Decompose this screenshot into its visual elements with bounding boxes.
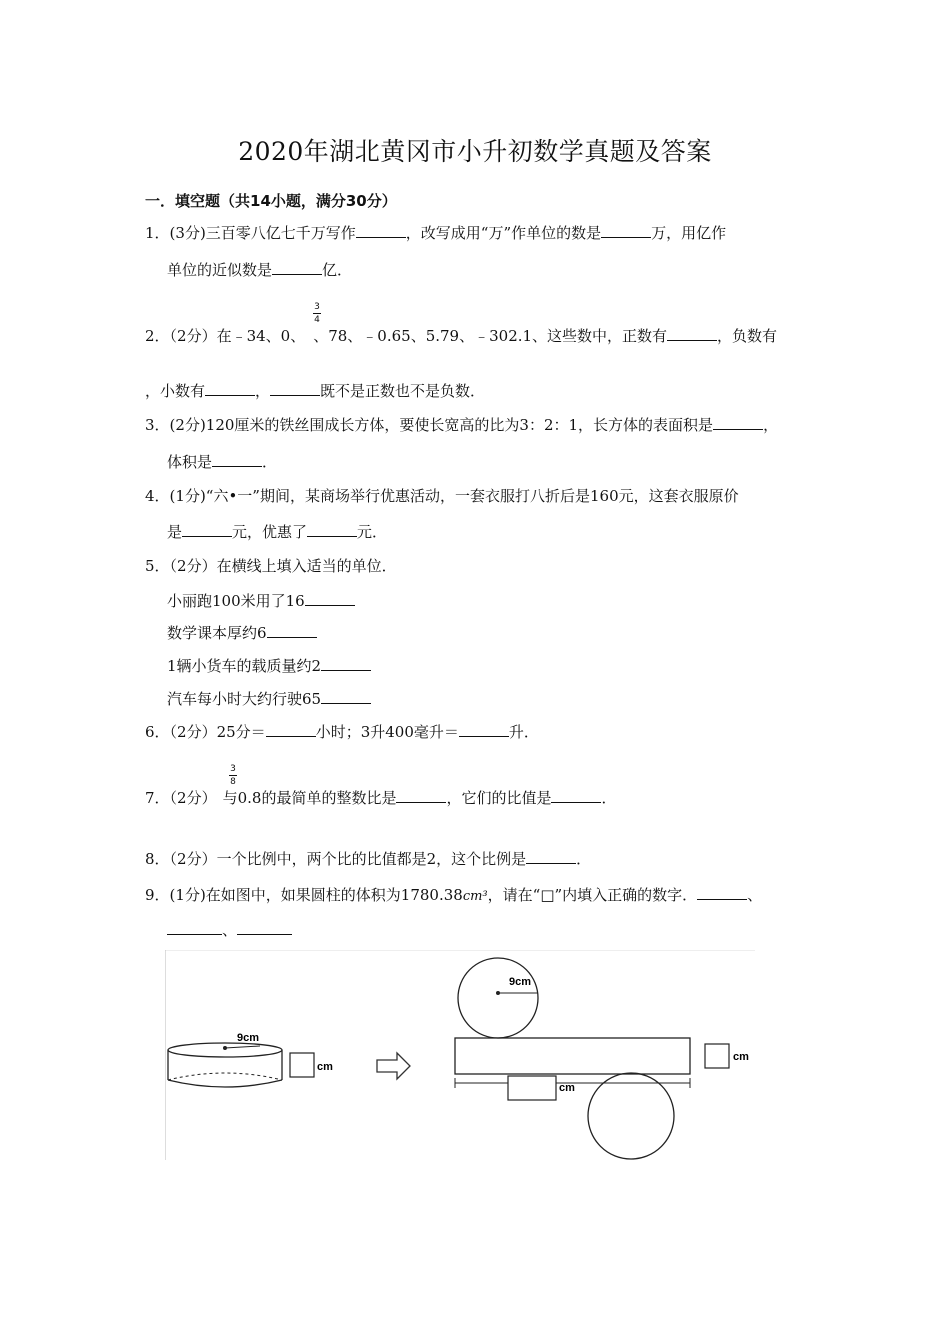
radius-label-left: 9cm — [237, 1032, 260, 1044]
answer-blank[interactable] — [396, 788, 446, 803]
answer-blank[interactable] — [697, 885, 747, 900]
question-4-line-1: 4．(1分)“六•一”期间，某商场举行优惠活动，一套衣服打八折后是160元，这套衣服原价 — [145, 487, 739, 505]
answer-blank[interactable] — [459, 722, 509, 737]
answer-blank[interactable] — [601, 223, 651, 238]
fraction-three-eighths: 3 8 — [230, 764, 236, 787]
answer-blank[interactable] — [667, 326, 717, 341]
page-title: 2020年湖北黄冈市小升初数学真题及答案 — [238, 137, 712, 166]
answer-blank[interactable] — [266, 722, 316, 737]
cm-label-right: cm — [733, 1051, 749, 1063]
cylinder-unfolding-figure — [165, 950, 755, 1160]
answer-box-length[interactable] — [508, 1076, 556, 1100]
answer-blank[interactable] — [272, 260, 322, 275]
question-5-item-3: 1辆小货车的载质量约2 — [167, 656, 371, 676]
question-3-line-2: 体积是 ． — [167, 453, 278, 471]
question-5-prompt: 5．（2分）在横线上填入适当的单位． — [145, 557, 397, 575]
section-heading: 一．填空题（共14小题，满分30分） — [145, 192, 397, 210]
answer-blank[interactable] — [713, 415, 763, 430]
answer-blank[interactable] — [167, 920, 222, 935]
question-8: 8．（2分）一个比例中，两个比的比值都是2，这个比例是 ． — [145, 850, 592, 868]
question-3-line-1: 3．(2分)120厘米的铁丝围成长方体，要使长宽高的比为3：2：1，长方体的表面积是 ， — [145, 416, 779, 434]
answer-blank[interactable] — [267, 623, 317, 638]
answer-blank[interactable] — [307, 522, 357, 537]
answer-blank[interactable] — [356, 223, 406, 238]
radius-label-top: 9cm — [509, 976, 532, 988]
question-7: 7．（2分） 与0.8的最简单的整数比是 ，它们的比值是 ． — [145, 789, 617, 807]
cm-label-left: cm — [317, 1061, 333, 1073]
cylinder-drawing — [168, 1043, 282, 1087]
cm-label-bottom: cm — [559, 1082, 575, 1094]
question-1-line-1: 1．(3分)三百零八亿七千万写作 ，改写成用“万”作单位的数是 万，用亿作 — [145, 224, 727, 242]
answer-blank[interactable] — [182, 522, 232, 537]
answer-blank[interactable] — [212, 452, 262, 467]
answer-blank[interactable] — [551, 788, 601, 803]
right-arrow-icon — [377, 1053, 410, 1079]
answer-box-width[interactable] — [705, 1044, 729, 1068]
fraction-three-quarters: 3 4 — [314, 302, 320, 325]
answer-blank[interactable] — [205, 381, 255, 396]
question-1-line-2: 单位的近似数是 亿． — [167, 261, 353, 279]
side-rectangle — [455, 1038, 690, 1074]
question-5-item-2: 数学课本厚约6 — [167, 623, 317, 643]
answer-blank[interactable] — [305, 591, 355, 606]
top-circle — [458, 958, 538, 1038]
question-2-line-1: 2．（2分）在﹣34、0、 、78、﹣0.65、5.79、﹣302.1、这些数中，正数有 ，负数有 — [145, 327, 778, 345]
answer-blank[interactable] — [526, 849, 576, 864]
question-9-line-1: 9．(1分)在如图中，如果圆柱的体积为1780.38cm³，请在“□”内填入正确的数字． 、 — [145, 886, 763, 904]
answer-blank[interactable] — [237, 920, 292, 935]
question-4-line-2: 是 元，优惠了 元． — [167, 523, 388, 541]
answer-blank[interactable] — [321, 656, 371, 671]
answer-box-height[interactable] — [290, 1053, 314, 1077]
question-9-line-2: 、 — [167, 920, 292, 940]
answer-blank[interactable] — [270, 381, 320, 396]
bottom-circle — [588, 1073, 674, 1159]
answer-blank[interactable] — [321, 689, 371, 704]
question-5-item-4: 汽车每小时大约行驶65 — [167, 689, 371, 709]
question-2-line-2: ，小数有 ， 既不是正数也不是负数． — [145, 382, 486, 400]
question-6: 6．（2分）25分＝ 小时；3升400毫升＝ 升． — [145, 723, 539, 741]
question-5-item-1: 小丽跑100米用了16 — [167, 591, 355, 611]
